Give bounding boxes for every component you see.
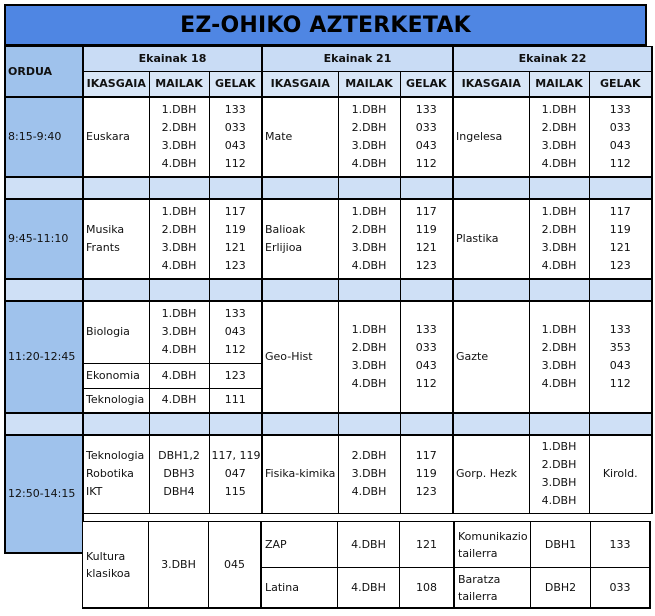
levels-cell: 1.DBH 3.DBH 4.DBH [149,301,209,363]
rooms-cell: 133 033 043 112 [400,301,453,413]
levels-cell: 4.DBH [337,521,400,568]
rooms-cell: 033 [590,567,651,609]
subject-cell: Gorp. Hezk [453,435,529,513]
header-mailak: MAILAK [149,72,209,98]
levels-cell: DBH2 [530,567,591,609]
subject-cell: Ingelesa [453,97,529,177]
rooms-cell: 121 [399,521,455,568]
subject-cell: Teknologia Robotika IKT [83,435,149,513]
time-slot: 11:20-12:45 [5,301,83,413]
rooms-cell: 108 [399,567,455,609]
levels-cell: DBH1 [530,521,591,568]
header-day-3: Ekainak 22 [453,47,652,72]
levels-cell: 1.DBH 2.DBH 3.DBH 4.DBH [529,301,589,413]
rooms-cell: 123 [209,363,262,388]
subject-cell: Geo-Hist [262,301,338,413]
header-mailak: MAILAK [529,72,589,98]
header-ikasgaia: IKASGAIA [262,72,338,98]
subject-cell: Biologia [83,301,149,363]
levels-cell: 4.DBH [149,363,209,388]
levels-cell: 4.DBH [149,388,209,413]
rooms-cell: 117 119 123 [400,435,453,513]
levels-cell: 4.DBH [337,567,400,609]
levels-cell: 3.DBH [148,521,209,609]
rooms-cell: 117, 119 047 115 [209,435,262,513]
levels-cell: 1.DBH 2.DBH 3.DBH 4.DBH [529,97,589,177]
subject-cell: Teknologia [83,388,149,413]
subject-cell: Balioak Erlijioa [262,199,338,279]
rooms-cell: 133 353 043 112 [589,301,652,413]
rooms-cell: 133 043 112 [209,301,262,363]
header-ikasgaia: IKASGAIA [83,72,149,98]
subject-cell: ZAP [261,521,338,568]
rooms-cell: Kirold. [589,435,652,513]
subject-cell: Musika Frants [83,199,149,279]
subject-cell: Plastika [453,199,529,279]
time-slot: 9:45-11:10 [5,199,83,279]
rooms-cell: 133 033 043 112 [400,97,453,177]
rooms-cell: 117 119 121 123 [589,199,652,279]
levels-cell: 1.DBH 2.DBH 3.DBH 4.DBH [149,199,209,279]
rooms-cell: 111 [209,388,262,413]
time-slot: 8:15-9:40 [5,97,83,177]
page-title: EZ-OHIKO AZTERKETAK [4,4,647,46]
rooms-cell: 133 033 043 112 [209,97,262,177]
subject-cell: Euskara [83,97,149,177]
subject-cell: Fisika-kimika [262,435,338,513]
subject-cell: Gazte [453,301,529,413]
header-gelak: GELAK [209,72,262,98]
subject-cell: Baratza tailerra [454,567,531,609]
header-ikasgaia: IKASGAIA [453,72,529,98]
time-slot: 12:50-14:15 [5,435,83,553]
header-day-1: Ekainak 18 [83,47,262,72]
break-row [5,413,652,435]
subject-cell: Ekonomia [83,363,149,388]
levels-cell: 1.DBH 2.DBH 3.DBH 4.DBH [529,199,589,279]
subject-cell: Mate [262,97,338,177]
levels-cell: 1.DBH 2.DBH 3.DBH 4.DBH [338,199,400,279]
header-mailak: MAILAK [338,72,400,98]
header-day-2: Ekainak 21 [262,47,453,72]
rooms-cell: 133 033 043 112 [589,97,652,177]
levels-cell: 1.DBH 2.DBH 3.DBH 4.DBH [529,435,589,513]
rooms-cell: 117 119 121 123 [400,199,453,279]
levels-cell: DBH1,2 DBH3 DBH4 [149,435,209,513]
subject-cell: Latina [261,567,338,609]
levels-cell: 1.DBH 2.DBH 3.DBH 4.DBH [338,301,400,413]
break-row [5,177,652,199]
levels-cell: 1.DBH 2.DBH 3.DBH 4.DBH [338,97,400,177]
exam-schedule-table [4,46,653,554]
subject-cell: Kultura klasikoa [82,521,149,609]
header-gelak: GELAK [589,72,652,98]
rooms-cell: 045 [208,521,262,609]
rooms-cell: 133 [590,521,651,568]
levels-cell: 2.DBH 3.DBH 4.DBH [338,435,400,513]
header-gelak: GELAK [400,72,453,98]
rooms-cell: 117 119 121 123 [209,199,262,279]
break-row [5,279,652,301]
levels-cell: 1.DBH 2.DBH 3.DBH 4.DBH [149,97,209,177]
subject-cell: Komunikazio tailerra [454,521,531,568]
header-ordua: ORDUA [5,47,83,98]
